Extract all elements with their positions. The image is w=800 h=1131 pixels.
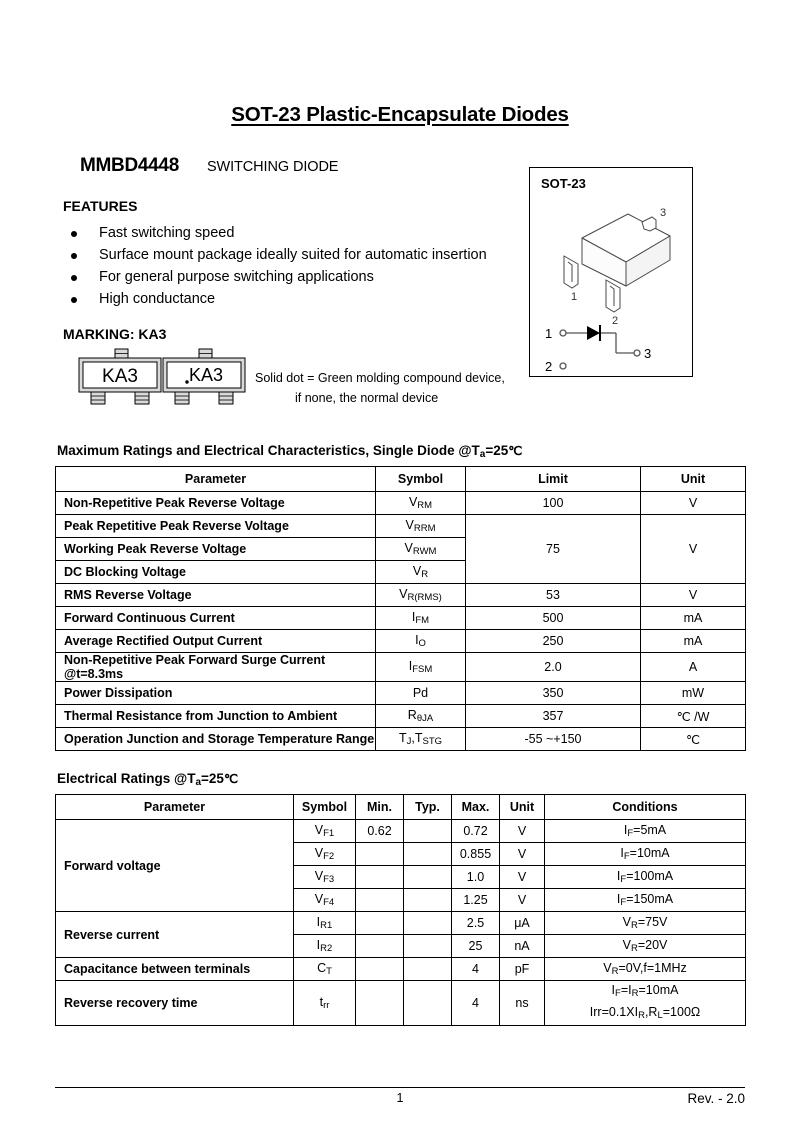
cell-unit: ℃ /W <box>641 705 746 728</box>
cell-unit: μA <box>500 912 545 935</box>
column-header: Symbol <box>376 467 466 492</box>
cell-conditions: $I_F=150mA$ <box>545 889 746 912</box>
table-row <box>56 682 746 705</box>
footer-content <box>55 1091 745 1113</box>
cell-symbol: $I_{R2}$ <box>294 935 356 958</box>
cell-limit: 75 <box>466 515 641 584</box>
caption-sub: a <box>479 449 486 460</box>
feature-label: High conductance <box>99 291 216 307</box>
cell-limit: 53 <box>466 584 641 607</box>
table-row <box>56 653 746 682</box>
part-description: SWITCHING DIODE <box>206 159 339 175</box>
table-row <box>56 958 746 981</box>
package-pin-1-label: 1 <box>571 291 578 303</box>
cell-unit: V <box>500 820 545 843</box>
marking-package-green <box>159 348 249 420</box>
max-ratings-table <box>55 466 746 751</box>
table-row <box>56 584 746 607</box>
lead-3-icon <box>642 217 656 231</box>
cell-conditions <box>545 981 746 1026</box>
cell-limit: 350 <box>466 682 641 705</box>
caption-prefix: Maximum Ratings and Electrical Characteristics, Single Diode @T <box>57 443 480 458</box>
conditions-line-1: $I_F=I_R=10mA$ <box>611 983 679 999</box>
cell-typ <box>404 889 452 912</box>
table-row <box>56 630 746 653</box>
cell-typ <box>404 912 452 935</box>
schematic-pin-2-label: 2 <box>545 359 553 374</box>
cell-conditions: $I_F=100mA$ <box>545 866 746 889</box>
feature-label: Surface mount package ideally suited for automatic insertion <box>99 247 487 263</box>
cell-parameter: Average Rectified Output Current <box>56 630 376 653</box>
cell-min <box>356 935 404 958</box>
cell-symbol: $V_{R(RMS)}$ <box>376 584 466 607</box>
package-pin-2-label: 2 <box>612 315 619 327</box>
cell-symbol: $V_R$ <box>376 561 466 584</box>
cell-min: 0.62 <box>356 820 404 843</box>
cell-parameter: Peak Repetitive Peak Reverse Voltage <box>56 515 376 538</box>
table-header-row <box>56 795 746 820</box>
column-header: Typ. <box>404 795 452 820</box>
cell-parameter: Capacitance between terminals <box>56 958 294 981</box>
table-row <box>56 820 746 843</box>
part-number: MMBD4448 <box>80 155 179 176</box>
cell-min <box>356 912 404 935</box>
cell-min <box>356 958 404 981</box>
cell-unit: V <box>500 889 545 912</box>
cell-typ <box>404 820 452 843</box>
cell-parameter: RMS Reverse Voltage <box>56 584 376 607</box>
max-ratings-caption <box>57 443 745 460</box>
cell-max: 0.72 <box>452 820 500 843</box>
column-header: Max. <box>452 795 500 820</box>
cell-min <box>356 889 404 912</box>
caption-unit: ℃ <box>508 444 523 458</box>
table-row <box>56 492 746 515</box>
cell-conditions: $I_F=5mA$ <box>545 820 746 843</box>
table-row <box>56 981 746 1026</box>
solid-dot-note <box>255 368 575 408</box>
marking-heading: MARKING: KA3 <box>63 326 167 342</box>
cell-max: 1.0 <box>452 866 500 889</box>
cell-unit: mA <box>641 607 746 630</box>
cell-parameter: Reverse current <box>56 912 294 958</box>
column-header: Parameter <box>56 467 376 492</box>
bullet-icon <box>71 231 77 237</box>
cell-symbol: $V_{F3}$ <box>294 866 356 889</box>
cell-parameter: Working Peak Reverse Voltage <box>56 538 376 561</box>
cell-conditions: $V_R=20V$ <box>545 935 746 958</box>
cell-unit: A <box>641 653 746 682</box>
cell-parameter: Forward Continuous Current <box>56 607 376 630</box>
marking-code-text: KA3 <box>102 366 138 387</box>
cell-conditions: $V_R=0V,f=1MHz$ <box>545 958 746 981</box>
cell-unit: nA <box>500 935 545 958</box>
table-row <box>56 705 746 728</box>
cell-unit: ns <box>500 981 545 1026</box>
cell-limit: 250 <box>466 630 641 653</box>
lead-2-icon <box>606 280 620 312</box>
caption-suffix: =25 <box>201 771 224 786</box>
cell-symbol: $V_{RWM}$ <box>376 538 466 561</box>
conditions-line-2: $Irr=0.1XI_R,R_L=100\Omega$ <box>589 1005 701 1021</box>
cell-limit: 100 <box>466 492 641 515</box>
cell-typ <box>404 935 452 958</box>
caption-sub: a <box>195 777 202 788</box>
cell-symbol: $V_{RM}$ <box>376 492 466 515</box>
solid-dot-note-line1: Solid dot = Green molding compound device, <box>255 371 505 385</box>
cell-limit: 357 <box>466 705 641 728</box>
caption-prefix: Electrical Ratings @T <box>57 771 196 786</box>
cell-parameter: Reverse recovery time <box>56 981 294 1026</box>
cell-typ <box>404 981 452 1026</box>
cell-symbol: $I_{FSM}$ <box>376 653 466 682</box>
cell-parameter: Thermal Resistance from Junction to Ambient <box>56 705 376 728</box>
table-header-row <box>56 467 746 492</box>
cell-parameter: Operation Junction and Storage Temperature Range <box>56 728 376 751</box>
cell-min <box>356 981 404 1026</box>
bullet-icon <box>71 297 77 303</box>
schematic-pin-1-label: 1 <box>545 326 553 341</box>
cell-max: 1.25 <box>452 889 500 912</box>
cell-symbol: $V_{RRM}$ <box>376 515 466 538</box>
caption-unit: ℃ <box>223 772 238 786</box>
column-header: Limit <box>466 467 641 492</box>
cell-parameter: Power Dissipation <box>56 682 376 705</box>
cell-max: 2.5 <box>452 912 500 935</box>
cell-unit: V <box>500 866 545 889</box>
feature-label: For general purpose switching applications <box>99 269 374 285</box>
cell-parameter: Non-Repetitive Peak Reverse Voltage <box>56 492 376 515</box>
cell-symbol: Pd <box>376 682 466 705</box>
max-ratings-section <box>55 443 745 751</box>
electrical-ratings-caption <box>57 771 745 788</box>
cell-symbol: $C_T$ <box>294 958 356 981</box>
column-header: Unit <box>500 795 545 820</box>
caption-suffix: =25 <box>485 443 509 458</box>
cell-symbol: $R_{\theta JA}$ <box>376 705 466 728</box>
column-header: Conditions <box>545 795 746 820</box>
cell-typ <box>404 958 452 981</box>
schematic-pin-3-label: 3 <box>644 346 652 361</box>
table-row <box>56 515 746 538</box>
cell-symbol: $V_{F1}$ <box>294 820 356 843</box>
electrical-ratings-table <box>55 794 746 1026</box>
package-box-label: SOT-23 <box>541 176 586 191</box>
solid-dot-note-line2: if none, the normal device <box>295 391 439 405</box>
sot23-body-icon <box>582 214 670 286</box>
cell-min <box>356 843 404 866</box>
electrical-ratings-section <box>55 771 745 1026</box>
feature-label: Fast switching speed <box>99 225 235 241</box>
bullet-icon <box>71 253 77 259</box>
cell-max: 4 <box>452 981 500 1026</box>
cell-symbol: $I_{FM}$ <box>376 607 466 630</box>
cell-min <box>356 866 404 889</box>
cell-unit: ℃ <box>641 728 746 751</box>
cell-unit: mW <box>641 682 746 705</box>
column-header: Symbol <box>294 795 356 820</box>
cell-symbol: $V_{F4}$ <box>294 889 356 912</box>
marking-package-normal <box>75 348 165 420</box>
page-title: SOT-23 Plastic-Encapsulate Diodes <box>231 103 569 126</box>
bullet-icon <box>71 275 77 281</box>
cell-parameter: Non-Repetitive Peak Forward Surge Current @t=8.3ms <box>56 653 376 682</box>
cell-limit: 500 <box>466 607 641 630</box>
revision-label: Rev. - 2.0 <box>687 1091 745 1106</box>
package-diagram <box>530 190 692 376</box>
cell-max: 0.855 <box>452 843 500 866</box>
cell-unit: mA <box>641 630 746 653</box>
marking-code-text: KA3 <box>188 365 224 385</box>
cell-unit: V <box>641 515 746 584</box>
cell-limit: -55 ~+150 <box>466 728 641 751</box>
column-header: Parameter <box>56 795 294 820</box>
page-footer <box>55 1087 745 1113</box>
cell-symbol: $t_{rr}$ <box>294 981 356 1026</box>
cell-symbol: $V_{F2}$ <box>294 843 356 866</box>
cell-symbol: $T_J,T_{STG}$ <box>376 728 466 751</box>
cell-unit: V <box>641 584 746 607</box>
cell-conditions: $V_R=75V$ <box>545 912 746 935</box>
page-number: 1 <box>396 1091 404 1105</box>
cell-parameter: Forward voltage <box>56 820 294 912</box>
cell-max: 25 <box>452 935 500 958</box>
cell-limit: 2.0 <box>466 653 641 682</box>
cell-parameter: DC Blocking Voltage <box>56 561 376 584</box>
diode-triangle-icon <box>587 326 600 340</box>
lead-1-icon <box>564 256 578 288</box>
cell-max: 4 <box>452 958 500 981</box>
cell-typ <box>404 866 452 889</box>
cell-typ <box>404 843 452 866</box>
cell-conditions: $I_F=10mA$ <box>545 843 746 866</box>
cell-unit: V <box>500 843 545 866</box>
cell-unit: V <box>641 492 746 515</box>
column-header: Unit <box>641 467 746 492</box>
table-row <box>56 607 746 630</box>
column-header: Min. <box>356 795 404 820</box>
solid-dot-icon <box>185 380 188 383</box>
package-pin-3-label: 3 <box>660 207 667 219</box>
package-outline-box <box>529 167 693 377</box>
features-heading: FEATURES <box>63 198 138 214</box>
cell-symbol: $I_{R1}$ <box>294 912 356 935</box>
table-row <box>56 912 746 935</box>
cell-symbol: $I_O$ <box>376 630 466 653</box>
table-row <box>56 728 746 751</box>
cell-unit: pF <box>500 958 545 981</box>
footer-divider <box>55 1087 745 1088</box>
